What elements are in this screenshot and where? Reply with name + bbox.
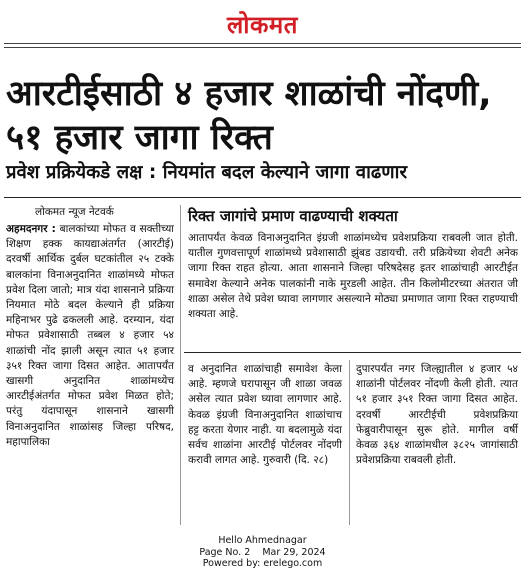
box-divider [184,352,521,353]
footer-page: Page No. 2 Mar 29, 2024 [199,546,326,558]
footer-powered: Powered by: erelego.com [202,558,323,569]
top-divider [4,43,521,48]
footer [0,535,525,570]
masthead-logo: लोकमत [227,11,298,39]
headline-divider [4,197,521,198]
box-text: आतापर्यंत केवळ विनाअनुदानित इंग्रजी शाळांमध्येच प्रवेशप्रक्रिया राबवली जात होती. यातील गुणवत्तापूर्ण शाळांमध्ये प्रवेशासाठी झुंबड उडायची. तरी प्रक्रियेच्या शेवटी अनेक जागा रिक्त राहत होत्या. आता शासनाने जिल्हा परिषदेसह इतर शाळांचाही आरटीईत समावेश केल्याने अनेक पालकांनी नाके मुरडली आहेत. तीन किलोमीटरच्या अंतरात जी शाळा असेल तेथे प्रवेश घ्यावा लागणार असल्याने मोठ्या प्रमाणात जागा रिक्त राहण्याची शक्यता आहे. [188,232,518,321]
footer-edition: Hello Ahmednagar [218,535,307,546]
dateline: अहमदनगर : [6,223,56,235]
article-column-1 [6,222,174,450]
article-column-3: दुपारपर्यंत नगर जिल्ह्यातील ४ हजार ५४ शाळांनी पोर्टलवर नोंदणी केली होती. त्यात ५१ हजार ३५१ रिक्त जागा दिसत आहेत. दरवर्षी आरटीईची प्रवेशप्रक्रिया फेब्रुवारीपासून सुरू होते. मागील वर्षी केवळ ३६४ शाळांमधील ३८२५ जागांसाठी प्रवेशप्रक्रिया राबवली होती. [356,363,518,467]
column-1-text: बालकांच्या मोफत व सक्तीच्या शिक्षण हक्क कायद्याअंतर्गत (आरटीई) दरवर्षी आर्थिक दुर्बल घटकांतील २५ टक्के बालकांना विनाअनुदानित शाळांमध्ये मोफत प्रवेश दिला जातो; मात्र यंदा शासनाने प्रक्रिया नियमात मोठे बदल केल्याने ही प्रक्रिया महिनाभर पुढे ढकलली आहे. दरम्यान, यंदा मोफत प्रवेशासाठी तब्बल ४ हजार ५४ शाळांची नोंद झाली असून त्यात ५१ हजार ३५१ रिक्त जागा दिसत आहेत. आतापर्यंत खासगी अनुदानित शाळांमध्येच आरटीईअंतर्गत मोफत प्रवेश मिळत होते; परंतु यंदापासून शासनाने खासगी विनाअनुदानित शाळांसह जिल्हा परिषद, महापालिका [6,223,175,448]
article-column-2: व अनुदानित शाळांचाही समावेश केला आहे. म्हणजे घरापासून जी शाळा जवळ असेल त्यात प्रवेश घ्यावा लागणार आहे. केवळ इंग्रजी विनाअनुदानित शाळांचाच हट्ट करता येणार नाही. या बदलामुळे यंदा सर्वच शाळांना आरटीई पोर्टलवर नोंदणी करावी लागत आहे. गुरुवारी (दि. २८) [188,363,342,467]
box-heading: रिक्त जागांचे प्रमाण वाढण्याची शक्यता [188,207,398,225]
headline: आरटीईसाठी ४ हजार शाळांची नोंदणी, ५१ हजार जागा रिक्त [6,74,492,158]
subheadline: प्रवेश प्रक्रियेकडे लक्ष : नियमांत बदल केल्याने जागा वाढणार [6,162,408,183]
column-divider-1 [180,205,181,525]
column-divider-2 [349,360,350,525]
byline: लोकमत न्यूज नेटवर्क [35,206,114,218]
